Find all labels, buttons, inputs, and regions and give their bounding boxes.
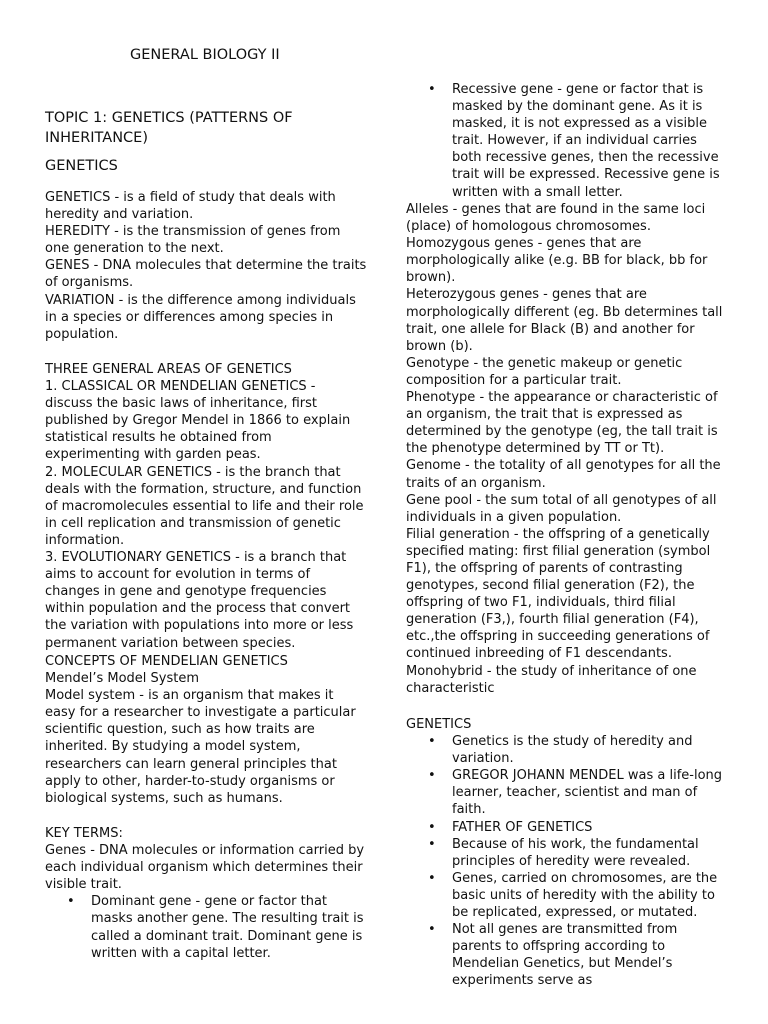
genetics-heading: GENETICS: [45, 158, 118, 174]
term-filial: Filial generation - the offspring of a genetically specified mating: first filial generation (symbol F1), the offspring of parents of contrasting genotypes, second filial generation (F2), the offspring of two F1, individuals, third filial generation (F3,), fourth filial generation (F4), etc.,the offspring in succeeding generations of continued inbreeding of F1 descendants.: [406, 526, 711, 662]
term-alleles: Alleles - genes that are found in the same loci (place) of homologous chromosomes.: [406, 202, 706, 235]
summary-bullet-text: Genetics is the study of heredity and variation.: [452, 734, 693, 767]
key-terms-heading: KEY TERMS:: [45, 826, 123, 841]
bullet-icon: •: [428, 734, 436, 750]
definition-heredity: HEREDITY - is the transmission of genes from one generation to the next.: [45, 224, 341, 257]
genes-definition: Genes - DNA molecules or information carried by each individual organism which determines their visible trait.: [45, 843, 365, 893]
document-title: GENERAL BIOLOGY II: [130, 47, 280, 63]
list-item: [45, 893, 367, 961]
bullet-icon: •: [428, 82, 436, 97]
bullet-icon: •: [428, 870, 436, 886]
terms-block: [406, 201, 728, 697]
list-item: [406, 81, 728, 201]
bullet-icon: •: [428, 836, 436, 852]
definition-genetics: GENETICS - is a field of study that deals with heredity and variation.: [45, 190, 336, 223]
area-evolutionary: 3. EVOLUTIONARY GENETICS - is a branch that aims to account for evolution in terms of changes in gene and genotype frequencies within population and the process that convert the variation with populations into more or less permanent variation between species.: [45, 550, 354, 651]
genetics-summary-list: [406, 733, 728, 989]
recessive-block: [406, 81, 728, 201]
bullet-icon: •: [67, 894, 75, 910]
model-system-text: Model system - is an organism that makes it easy for a researcher to investigate a particular scientific question, such as how traits are inherited. By studying a model system, researchers can learn general principles that apply to other, harder-to-study organisms or biological systems, such as humans.: [45, 688, 356, 806]
key-terms-block: [45, 825, 367, 962]
list-item: [406, 767, 728, 818]
genetics-summary-block: [406, 716, 728, 990]
bullet-icon: •: [428, 768, 436, 784]
definition-variation: VARIATION - is the difference among individuals in a species or differences among species in population.: [45, 292, 356, 342]
recessive-gene-text: Recessive gene - gene or factor that is masked by the dominant gene. As it is masked, it is not expressed as a visible trait. However, if an individual carries both recessive genes, then the recessive trait will be expressed. Recessive gene is written with a small letter.: [452, 82, 720, 200]
definition-genes: GENES - DNA molecules that determine the traits of organisms.: [45, 258, 367, 291]
area-molecular: 2. MOLECULAR GENETICS - is the branch that deals with the formation, structure, and function of macromolecules essential to life and their role in cell replication and transmission of genetic information.: [45, 464, 364, 548]
area-classical: 1. CLASSICAL OR MENDELIAN GENETICS - discuss the basic laws of inheritance, first published by Gregor Mendel in 1866 to explain statistical results he obtained from experimenting with garden peas.: [45, 379, 351, 463]
genetics-summary-heading: GENETICS: [406, 717, 472, 732]
summary-bullet-text: FATHER OF GENETICS: [452, 819, 593, 835]
concepts-subheading: Mendel’s Model System: [45, 671, 199, 687]
bullet-icon: •: [428, 922, 436, 938]
dominant-gene-text: Dominant gene - gene or factor that masks another gene. The resulting trait is called a dominant trait. Dominant gene is written with a capital letter.: [91, 894, 364, 961]
summary-bullet-text: Not all genes are transmitted from parents to offspring according to Mendelian Genetics, but Mendel’s experiments serve as: [452, 922, 678, 989]
list-item: [406, 836, 728, 870]
topic-heading: TOPIC 1: GENETICS (PATTERNS OF INHERITANCE): [45, 110, 293, 146]
list-item: [406, 819, 728, 836]
bullet-icon: •: [428, 819, 436, 835]
term-genotype: Genotype - the genetic makeup or genetic composition for a particular trait.: [406, 355, 683, 388]
term-heterozygous: Heterozygous genes - genes that are morphologically different (eg. Bb determines tall trait, one allele for Black (B) and another for brown (b).: [406, 287, 723, 354]
summary-bullet-text: GREGOR JOHANN MENDEL was a life-long learner, teacher, scientist and man of faith.: [452, 768, 723, 818]
term-gene-pool: Gene pool - the sum total of all genotypes of all individuals in a given population.: [406, 492, 717, 525]
definitions-block: [45, 189, 367, 343]
term-phenotype: Phenotype - the appearance or characteristic of an organism, the trait that is expressed as determined by the genotype (eg, the tall trait is the phenotype determined by TT or Tt).: [406, 390, 718, 457]
key-terms-list: [45, 893, 367, 961]
recessive-list: [406, 81, 728, 201]
areas-block: [45, 361, 367, 652]
summary-bullet-text: Because of his work, the fundamental principles of heredity were revealed.: [452, 836, 699, 869]
list-item: [406, 870, 728, 921]
areas-heading: THREE GENERAL AREAS OF GENETICS: [45, 362, 292, 377]
concepts-heading: CONCEPTS OF MENDELIAN GENETICS: [45, 654, 288, 669]
list-item: [406, 921, 728, 989]
summary-bullet-text: Genes, carried on chromosomes, are the basic units of heredity with the ability to be replicated, expressed, or mutated.: [452, 870, 718, 921]
list-item: [406, 733, 728, 767]
term-monohybrid: Monohybrid - the study of inheritance of one characteristic: [406, 663, 697, 696]
term-genome: Genome - the totality of all genotypes for all the traits of an organism.: [406, 458, 721, 491]
term-homozygous: Homozygous genes - genes that are morphologically alike (e.g. BB for black, bb for brown).: [406, 236, 708, 286]
concepts-block: [45, 653, 367, 807]
